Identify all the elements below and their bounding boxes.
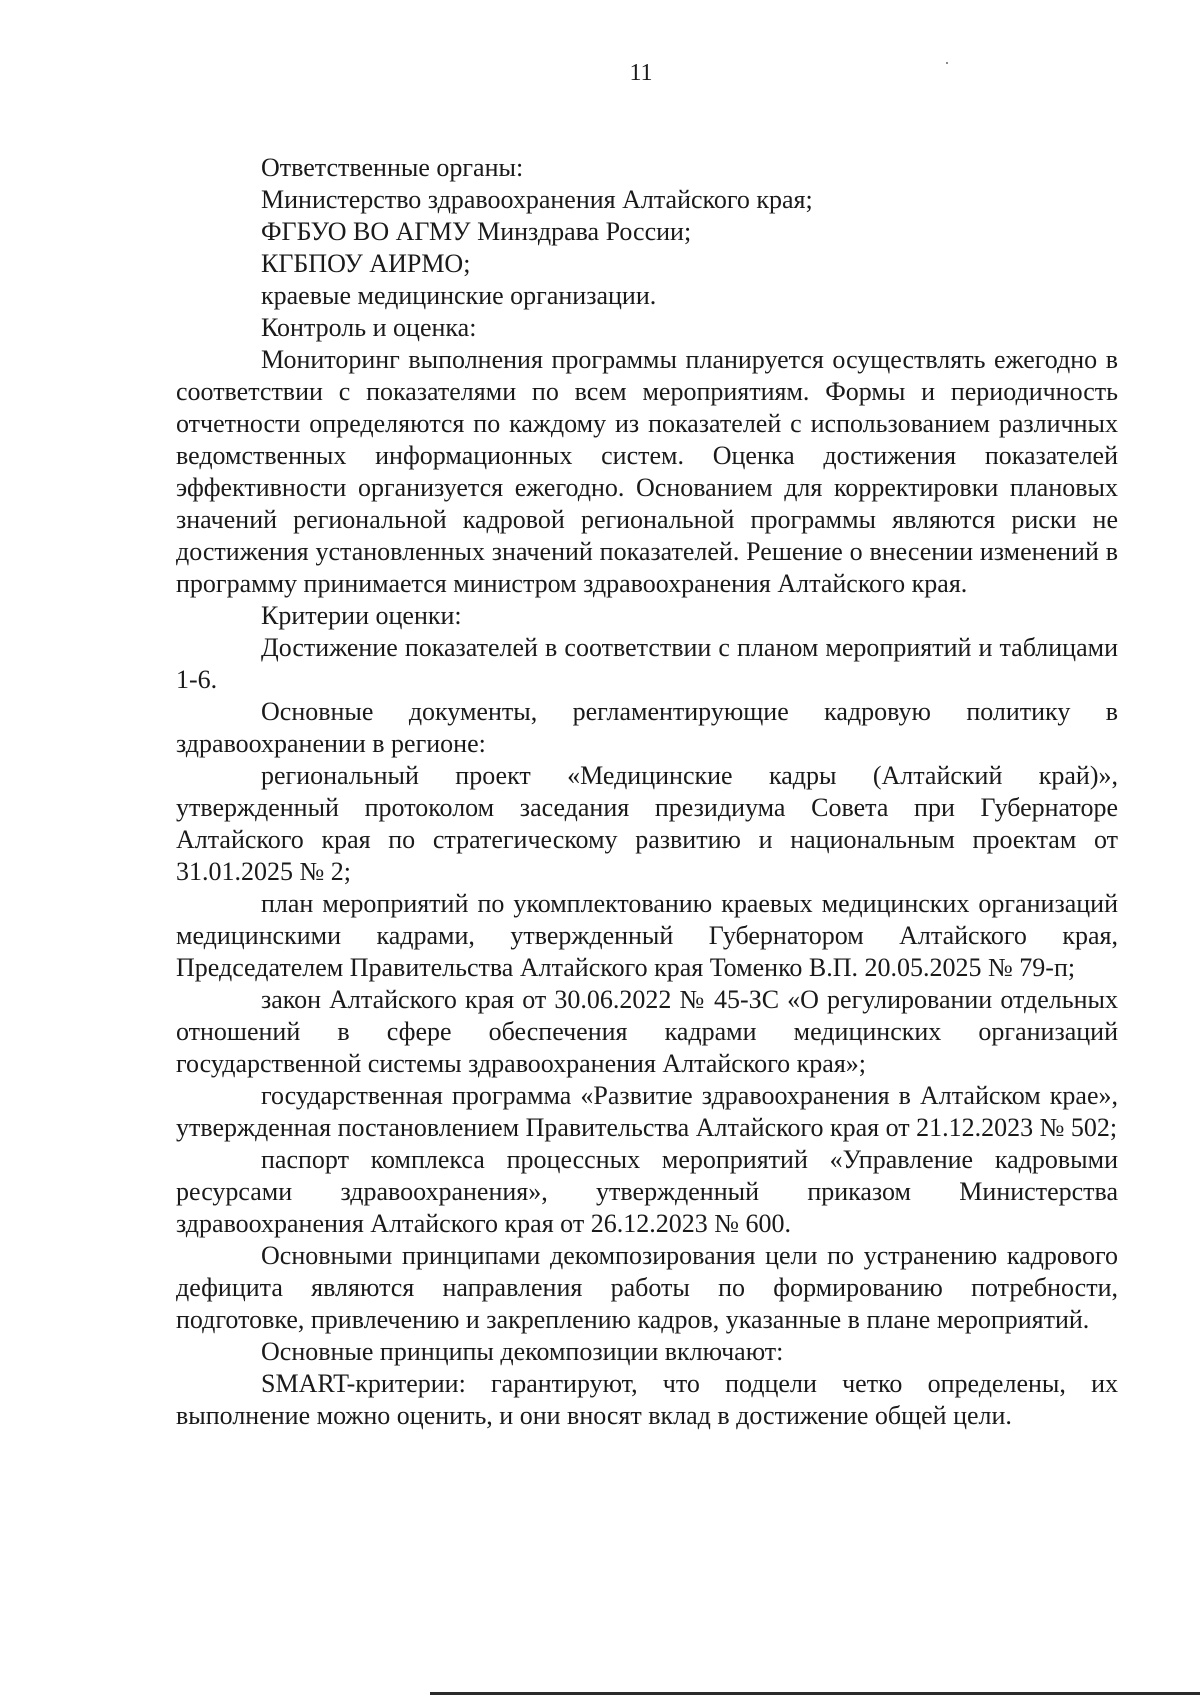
responsible-body-agmu: ФГБУО ВО АГМУ Минздрава России; (261, 217, 692, 246)
control-heading: Контроль и оценка: (261, 313, 477, 342)
document-item-passport: паспорт комплекса процессных мероприятий «Управление кадровыми ресурсами здравоохранения», утвержденный приказом Министерства здравоохранения Алтайского края от 26.12.2023 № 600. (176, 1145, 1118, 1238)
criteria-paragraph: Достижение показателей в соответствии с планом мероприятий и таблицами 1-6. (176, 633, 1118, 694)
monitoring-paragraph: Мониторинг выполнения программы планируется осуществлять ежегодно в соответствии с показателями по всем мероприятиям. Формы и периодичность отчетности определяются по каждому из показателей с использованием различных ведомственных информационных систем. Оценка достижения показателей эффективности организуется ежегодно. Основанием для корректировки плановых значений региональной кадровой региональной программы являются риски не достижения установленных значений показателей. Решение о внесении изменений в программу принимается министром здравоохранения Алтайского края. (176, 345, 1118, 598)
decomposition-includes: Основные принципы декомпозиции включают: (261, 1337, 784, 1366)
responsible-bodies-heading: Ответственные органы: (261, 153, 524, 182)
document-item-state-program: государственная программа «Развитие здравоохранения в Алтайском крае», утвержденная постановлением Правительства Алтайского края от 21.12.2023 № 502; (176, 1081, 1118, 1142)
responsible-body-ministry: Министерство здравоохранения Алтайского края; (261, 185, 813, 214)
document-item-law: закон Алтайского края от 30.06.2022 № 45-ЗС «О регулировании отдельных отношений в сфере обеспечения кадрами медицинских организаций государственной системы здравоохранения Алтайского края»; (176, 985, 1118, 1078)
responsible-body-airmo: КГБПОУ АИРМО; (261, 249, 471, 278)
document-item-staffing-plan: план мероприятий по укомплектованию краевых медицинских организаций медицинскими кадрами, утвержденный Губернатором Алтайского края, Председателем Правительства Алтайского края Томенко В.П. 20.05.2025 № 79-п; (176, 889, 1118, 982)
document-item-regional-project: региональный проект «Медицинские кадры (Алтайский край)», утвержденный протоколом заседания президиума Совета при Губернаторе Алтайского края по стратегическому развитию и национальным проектам от 31.01.2025 № 2; (176, 761, 1118, 886)
criteria-heading: Критерии оценки: (261, 601, 462, 630)
document-body (176, 152, 1118, 1432)
responsible-body-organizations: краевые медицинские организации. (261, 281, 657, 310)
scan-bottom-edge (430, 1692, 1200, 1695)
page-number: 11 (629, 60, 653, 86)
documents-intro: Основные документы, регламентирующие кадровую политику в здравоохранении в регионе: (176, 697, 1118, 758)
decomposition-principles-paragraph: Основными принципами декомпозирования цели по устранению кадрового дефицита являются направления работы по формированию потребности, подготовке, привлечению и закреплению кадров, указанные в плане мероприятий. (176, 1241, 1118, 1334)
smart-criteria-paragraph: SMART-критерии: гарантируют, что подцели четко определены, их выполнение можно оценить, и они вносят вклад в достижение общей цели. (176, 1369, 1118, 1430)
